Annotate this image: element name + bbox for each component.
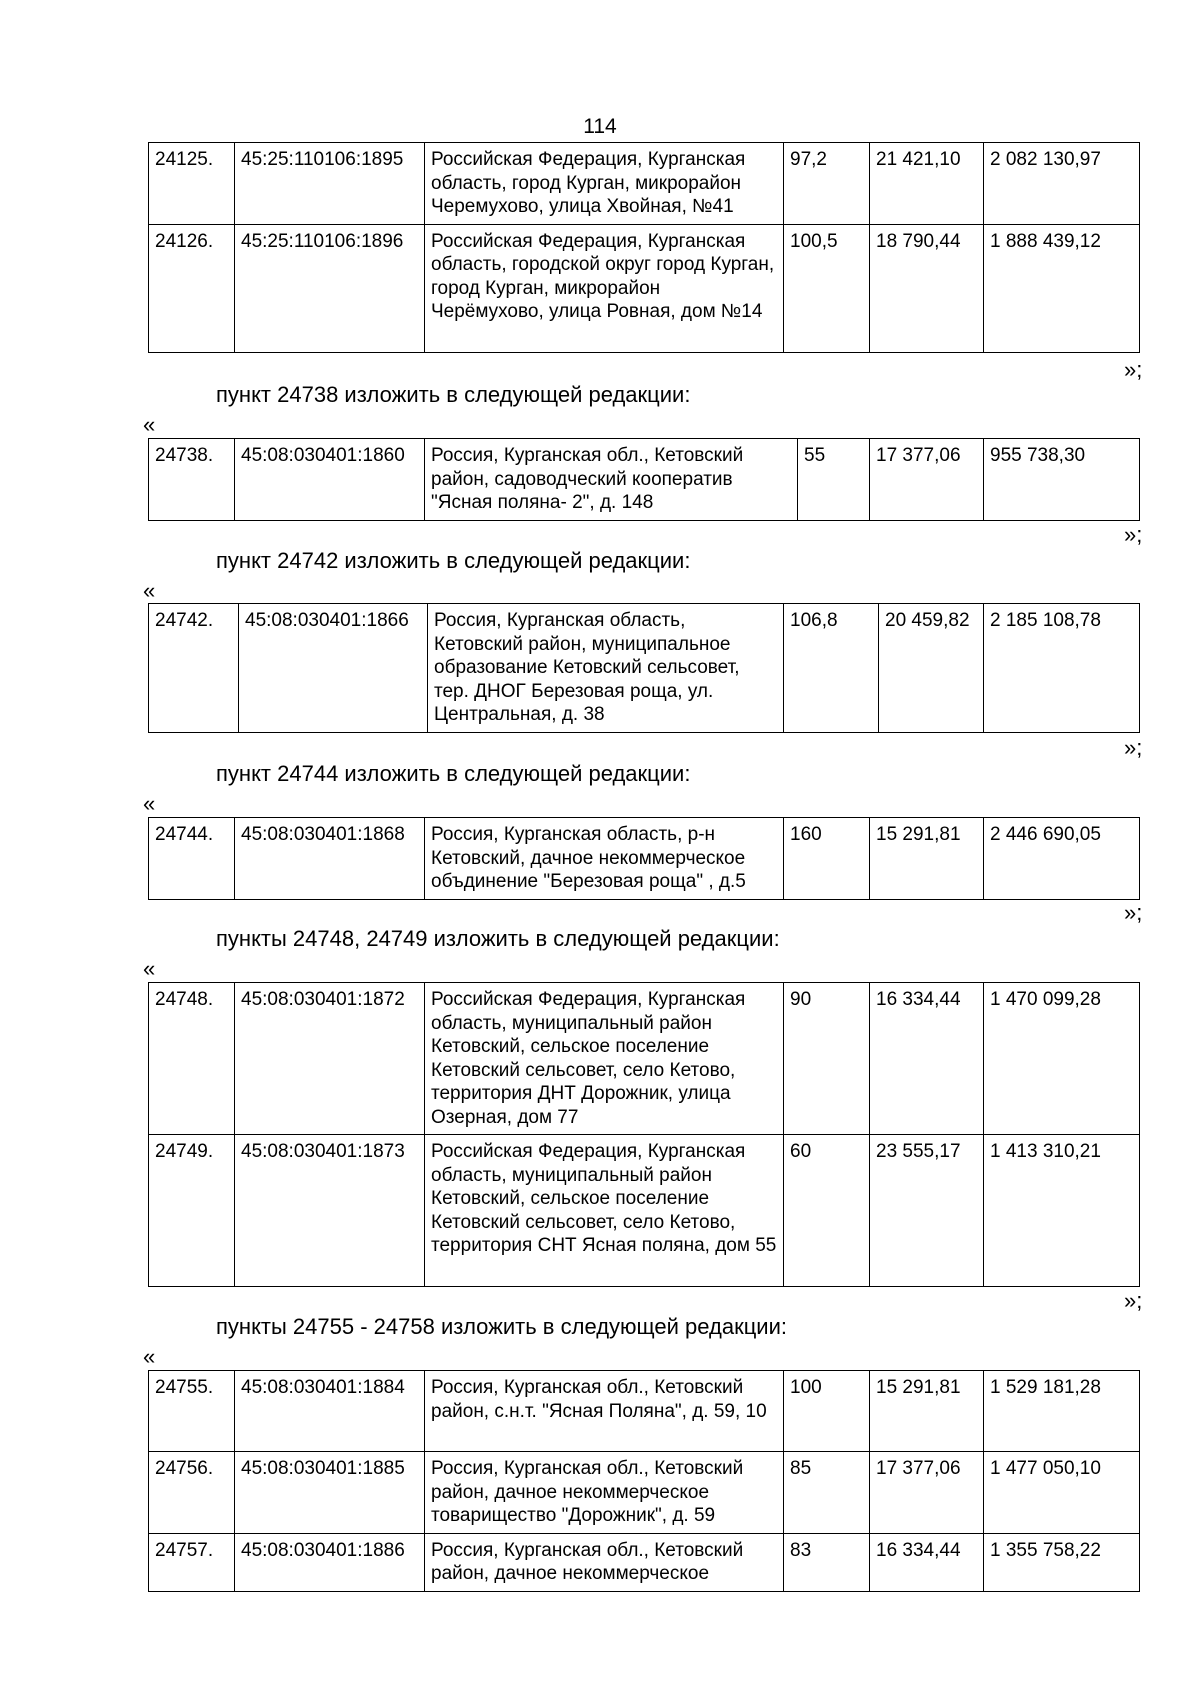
table-row xyxy=(149,1533,1140,1591)
quote-open: « xyxy=(143,1344,156,1369)
area: 97,2 xyxy=(784,143,870,225)
price: 18 790,44 xyxy=(870,224,984,352)
table-row xyxy=(149,818,1140,900)
quote-open: « xyxy=(143,791,156,816)
cadastral-number: 45:08:030401:1868 xyxy=(235,818,425,900)
address: Россия, Курганская обл., Кетовский район, дачное некоммерческое товарищество "Дорожник", д. 59 xyxy=(425,1452,784,1534)
table-row xyxy=(149,604,1140,733)
total: 1 477 050,10 xyxy=(984,1452,1140,1534)
amendment-intro: пункт 24744 изложить в следующей редакции: xyxy=(216,761,691,786)
quote-close: »; xyxy=(1124,1288,1143,1313)
price: 21 421,10 xyxy=(870,143,984,225)
quote-open: « xyxy=(143,956,156,981)
price: 15 291,81 xyxy=(870,818,984,900)
item-number: 24126. xyxy=(149,224,235,352)
price: 16 334,44 xyxy=(870,1533,984,1591)
total: 1 529 181,28 xyxy=(984,1371,1140,1452)
table-row xyxy=(149,143,1140,225)
total: 2 446 690,05 xyxy=(984,818,1140,900)
table-row xyxy=(149,1135,1140,1287)
table-row xyxy=(149,439,1140,521)
area: 55 xyxy=(798,439,870,521)
price: 15 291,81 xyxy=(870,1371,984,1452)
table-row xyxy=(149,983,1140,1135)
area: 100,5 xyxy=(784,224,870,352)
area: 60 xyxy=(784,1135,870,1287)
page-number: 114 xyxy=(583,115,617,138)
cadastral-number: 45:08:030401:1886 xyxy=(235,1533,425,1591)
item-number: 24749. xyxy=(149,1135,235,1287)
price: 23 555,17 xyxy=(870,1135,984,1287)
quote-close: »; xyxy=(1124,522,1143,547)
table-row xyxy=(149,224,1140,352)
total: 1 355 758,22 xyxy=(984,1533,1140,1591)
cadastral-number: 45:08:030401:1866 xyxy=(239,604,428,733)
address: Российская Федерация, Курганская область, город Курган, микрорайон Черемухово, улица Хвойная, №41 xyxy=(425,143,784,225)
amendment-intro: пункт 24738 изложить в следующей редакции: xyxy=(216,382,691,407)
quote-open: « xyxy=(143,578,156,603)
registry-table xyxy=(148,603,1140,733)
cadastral-number: 45:08:030401:1860 xyxy=(235,439,425,521)
quote-open: « xyxy=(143,412,156,437)
quote-close: »; xyxy=(1124,357,1143,382)
cadastral-number: 45:08:030401:1885 xyxy=(235,1452,425,1534)
address: Россия, Курганская область, р-н Кетовский, дачное некоммерческое объдинение "Березовая роща" , д.5 xyxy=(425,818,784,900)
item-number: 24757. xyxy=(149,1533,235,1591)
cadastral-number: 45:08:030401:1873 xyxy=(235,1135,425,1287)
total: 2 185 108,78 xyxy=(984,604,1140,733)
cadastral-number: 45:08:030401:1872 xyxy=(235,983,425,1135)
area: 160 xyxy=(784,818,870,900)
item-number: 24738. xyxy=(149,439,235,521)
cadastral-number: 45:25:110106:1895 xyxy=(235,143,425,225)
item-number: 24756. xyxy=(149,1452,235,1534)
total: 1 413 310,21 xyxy=(984,1135,1140,1287)
address: Российская Федерация, Курганская область, муниципальный район Кетовский, сельское поселение Кетовский сельсовет, село Кетово, территория ДНТ Дорожник, улица Озерная, дом 77 xyxy=(425,983,784,1135)
registry-table xyxy=(148,142,1140,353)
cadastral-number: 45:08:030401:1884 xyxy=(235,1371,425,1452)
address: Российская Федерация, Курганская область, городской округ город Курган, город Курган, микрорайон Черёмухово, улица Ровная, дом №14 xyxy=(425,224,784,352)
item-number: 24748. xyxy=(149,983,235,1135)
area: 85 xyxy=(784,1452,870,1534)
amendment-intro: пункт 24742 изложить в следующей редакции: xyxy=(216,548,691,573)
table-row xyxy=(149,1371,1140,1452)
price: 16 334,44 xyxy=(870,983,984,1135)
item-number: 24125. xyxy=(149,143,235,225)
item-number: 24755. xyxy=(149,1371,235,1452)
address: Россия, Курганская область, Кетовский район, муниципальное образование Кетовский сельсовет, тер. ДНОГ Березовая роща, ул. Центральная, д. 38 xyxy=(428,604,784,733)
total: 1 888 439,12 xyxy=(984,224,1140,352)
amendment-intro: пункты 24755 - 24758 изложить в следующей редакции: xyxy=(216,1314,788,1339)
price: 20 459,82 xyxy=(879,604,984,733)
area: 106,8 xyxy=(784,604,879,733)
area: 83 xyxy=(784,1533,870,1591)
registry-table xyxy=(148,817,1140,900)
item-number: 24742. xyxy=(149,604,239,733)
total: 955 738,30 xyxy=(984,439,1140,521)
table-row xyxy=(149,1452,1140,1534)
price: 17 377,06 xyxy=(870,1452,984,1534)
item-number: 24744. xyxy=(149,818,235,900)
address: Российская Федерация, Курганская область, муниципальный район Кетовский, сельское поселение Кетовский сельсовет, село Кетово, территория СНТ Ясная поляна, дом 55 xyxy=(425,1135,784,1287)
quote-close: »; xyxy=(1124,735,1143,760)
area: 100 xyxy=(784,1371,870,1452)
registry-table xyxy=(148,982,1140,1287)
registry-table xyxy=(148,1370,1140,1592)
address: Россия, Курганская обл., Кетовский район, садоводческий кооператив "Ясная поляна- 2", д. 148 xyxy=(425,439,798,521)
total: 1 470 099,28 xyxy=(984,983,1140,1135)
address: Россия, Курганская обл., Кетовский район, дачное некоммерческое xyxy=(425,1533,784,1591)
total: 2 082 130,97 xyxy=(984,143,1140,225)
area: 90 xyxy=(784,983,870,1135)
quote-close: »; xyxy=(1124,900,1143,925)
registry-table xyxy=(148,438,1140,521)
address: Россия, Курганская обл., Кетовский район, с.н.т. "Ясная Поляна", д. 59, 10 xyxy=(425,1371,784,1452)
cadastral-number: 45:25:110106:1896 xyxy=(235,224,425,352)
price: 17 377,06 xyxy=(870,439,984,521)
amendment-intro: пункты 24748, 24749 изложить в следующей редакции: xyxy=(216,926,780,951)
